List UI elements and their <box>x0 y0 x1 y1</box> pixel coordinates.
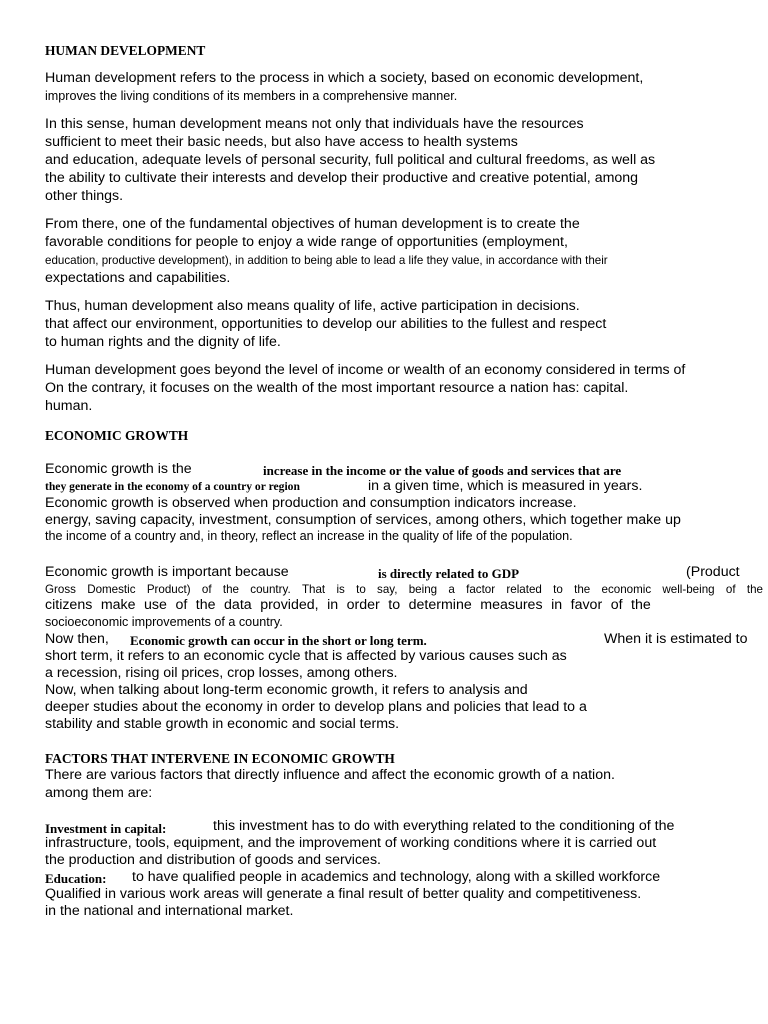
word: to <box>388 597 401 613</box>
word: is <box>336 583 345 596</box>
factor-investment-line-2: infrastructure, tools, equipment, and the improvement of working conditions where it is carried out <box>45 835 657 851</box>
hd-paragraph-2-line-1: In this sense, human development means not only that individuals have the resources <box>45 116 584 132</box>
word: provided, <box>260 597 319 613</box>
hd-paragraph-4-line-1: Thus, human development also means quality of life, active participation in decisions. <box>45 298 580 314</box>
word: country. <box>250 583 291 596</box>
word: determine <box>408 597 472 613</box>
heading-human-development: HUMAN DEVELOPMENT <box>45 43 206 58</box>
word: to <box>356 583 366 596</box>
word: in <box>551 597 563 613</box>
eg-paragraph-2-line-2: energy, saving capacity, investment, consumption of services, among others, which together make up <box>45 512 681 528</box>
eg-paragraph-5-line-1: Now, when talking about long-term economic growth, it refers to analysis and <box>45 682 528 698</box>
eg-paragraph-4-line-2: short term, it refers to an economic cycle that is affected by various causes such as <box>45 648 567 664</box>
eg-paragraph-4-lead: Now then, <box>45 631 109 647</box>
factor-education-line-2: Qualified in various work areas will generate a final result of better quality and competitiveness. <box>45 886 642 902</box>
eg-paragraph-3-tail: (Product <box>686 564 740 580</box>
word: use <box>144 597 167 613</box>
word: being <box>408 583 438 596</box>
word: economic <box>601 583 652 596</box>
hd-paragraph-1-line-2: improves the living conditions of its members in a comprehensive manner. <box>45 89 458 103</box>
word: That <box>301 583 326 596</box>
eg-paragraph-2-line-1: Economic growth is observed when production and consumption indicators increase. <box>45 495 577 511</box>
hd-paragraph-3-line-4: expectations and capabilities. <box>45 270 231 286</box>
word: the <box>222 583 239 596</box>
factor-education-label: Education: <box>45 871 107 886</box>
word: citizens <box>45 597 93 613</box>
word: favor <box>570 597 603 613</box>
eg-paragraph-3-lead: Economic growth is important because <box>45 564 289 580</box>
hd-paragraph-2-line-4: the ability to cultivate their interests and develop their productive and creative potential, among <box>45 170 639 186</box>
word: data <box>224 597 252 613</box>
hd-paragraph-3-line-3: education, productive development), in addition to being able to lead a life they value, in accordance with their <box>45 254 608 267</box>
factor-investment-line-1: this investment has to do with everything related to the conditioning of the <box>213 818 675 834</box>
eg-paragraph-4-tail: When it is estimated to <box>604 631 748 647</box>
word: Product) <box>146 583 191 596</box>
word: to <box>553 583 563 596</box>
hd-paragraph-3-line-1: From there, one of the fundamental objectives of human development is to create the <box>45 216 580 232</box>
hd-paragraph-2-line-2: sufficient to meet their basic needs, but also have access to health systems <box>45 134 518 150</box>
hd-paragraph-3-line-2: favorable conditions for people to enjoy a wide range of opportunities (employment, <box>45 234 568 250</box>
factor-investment-label: Investment in capital: <box>45 821 167 836</box>
hd-paragraph-2-line-5: other things. <box>45 188 124 204</box>
hd-paragraph-1-line-1: Human development refers to the process in which a society, based on economic development, <box>45 70 644 86</box>
word: measures <box>480 597 543 613</box>
eg-paragraph-2-line-3: the income of a country and, in theory, reflect an increase in the quality of life of the population. <box>45 529 573 543</box>
word: a <box>448 583 455 596</box>
eg-paragraph-3-bold: is directly related to GDP <box>378 566 520 581</box>
word: the <box>195 597 216 613</box>
eg-paragraph-1-bold-2: they generate in the economy of a country or region <box>45 480 300 493</box>
heading-factors: FACTORS THAT INTERVENE IN ECONOMIC GROWTH <box>45 751 395 766</box>
word: Gross <box>45 583 76 596</box>
word: related <box>506 583 542 596</box>
hd-paragraph-5-line-3: human. <box>45 398 93 414</box>
word: of <box>610 597 623 613</box>
factors-intro-line-2: among them are: <box>45 785 153 801</box>
word: the <box>631 597 651 613</box>
eg-paragraph-1-bold: increase in the income or the value of goods and services that are <box>263 463 622 478</box>
eg-paragraph-5-line-3: stability and stable growth in economic and social terms. <box>45 716 400 732</box>
word: of <box>201 583 212 596</box>
eg-paragraph-4-line-3: a recession, rising oil prices, crop losses, among others. <box>45 665 398 681</box>
factor-education-line-3: in the national and international market. <box>45 903 294 919</box>
factor-education-line-1: to have qualified people in academics and technology, along with a skilled workforce <box>132 869 661 885</box>
word: make <box>100 597 136 613</box>
eg-paragraph-1-lead: Economic growth is the <box>45 461 192 477</box>
word: well-being <box>662 583 715 596</box>
factors-intro-line-1: There are various factors that directly influence and affect the economic growth of a nation. <box>45 767 615 783</box>
word: the <box>746 583 763 596</box>
word: of <box>175 597 188 613</box>
hd-paragraph-5-line-2: On the contrary, it focuses on the wealth of the most important resource a nation has: capital. <box>45 380 629 396</box>
word: of <box>725 583 736 596</box>
word: the <box>574 583 591 596</box>
heading-economic-growth: ECONOMIC GROWTH <box>45 428 189 443</box>
word: order <box>346 597 380 613</box>
eg-paragraph-5-line-2: deeper studies about the economy in order to develop plans and policies that lead to a <box>45 699 587 715</box>
word: Domestic <box>87 583 136 596</box>
word: in <box>327 597 339 613</box>
eg-paragraph-4-bold: Economic growth can occur in the short or long term. <box>130 633 427 648</box>
eg-paragraph-3-line-4: socioeconomic improvements of a country. <box>45 615 283 629</box>
hd-paragraph-5-line-1: Human development goes beyond the level of income or wealth of an economy considered in terms of <box>45 362 686 378</box>
hd-paragraph-2-line-3: and education, adequate levels of personal security, full political and cultural freedoms, as well as <box>45 152 656 168</box>
eg-paragraph-3-line-2 <box>45 581 763 598</box>
hd-paragraph-4-line-2: that affect our environment, opportunities to develop our abilities to the fullest and respect <box>45 316 607 332</box>
hd-paragraph-4-line-3: to human rights and the dignity of life. <box>45 334 281 350</box>
word: say, <box>377 583 398 596</box>
eg-paragraph-3-line-3 <box>45 597 651 614</box>
eg-paragraph-1-tail: in a given time, which is measured in years. <box>368 478 643 494</box>
word: factor <box>466 583 496 596</box>
factor-investment-line-3: the production and distribution of goods and services. <box>45 852 381 868</box>
